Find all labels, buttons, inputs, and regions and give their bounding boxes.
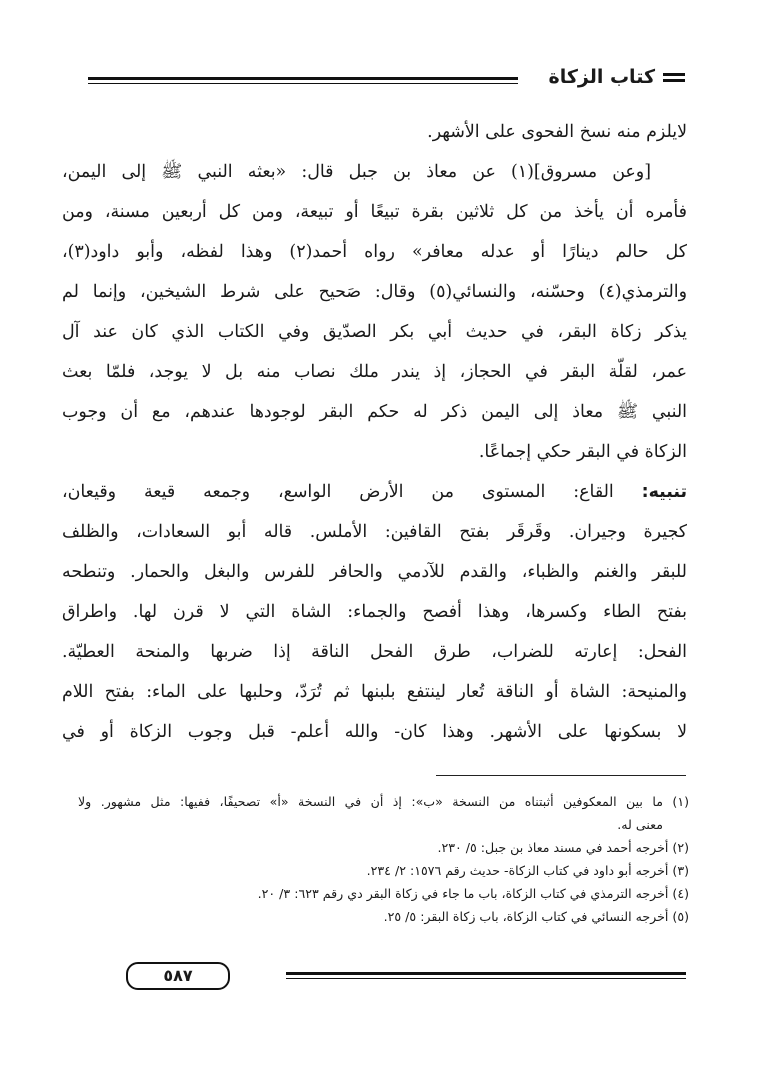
text-line: لا بسكونها على الأشهر. وهذا كان- والله أعلم- قبل وجوب الزكاة أو في bbox=[62, 722, 687, 742]
text-line: النبي ﷺ معاذ إلى اليمن ذكر له حكم البقر لوجودها عندهم، مع أن وجوب bbox=[62, 402, 687, 422]
footnote: (١) ما بين المعكوفين أثبتناه من النسخة «ب»: إذ أن في النسخة «أ» تصحيفًا، ففيها: مثل مشهور. ولا bbox=[78, 794, 689, 809]
text-line: كجيرة وجيران. وقَرقَر بفتح القافين: الأملس. قاله أبو السعادات، والظلف bbox=[62, 522, 687, 542]
page-footer bbox=[86, 962, 686, 992]
chapter-title: كتاب الزكاة bbox=[548, 66, 655, 88]
running-header bbox=[88, 64, 685, 92]
text-line: والمنيحة: الشاة أو الناقة تُعار لينتفع بلبنها ثم تُرَدّ، وحلبها على الماء: بفتح اللام bbox=[62, 682, 687, 702]
header-rule bbox=[88, 77, 518, 80]
text-line-content: القاع: المستوى من الأرض الواسع، وجمعه قيعة وقيعان، bbox=[62, 482, 614, 502]
text-line: [وعن مسروق](١) عن معاذ بن جبل قال: «بعثه النبي ﷺ إلى اليمن، bbox=[62, 162, 651, 182]
text-line: الزكاة في البقر حكي إجماعًا. bbox=[478, 442, 687, 462]
text-line: للبقر والغنم والظباء، والقدم للآدمي والحافر للفرس والبغل والحمار. وتنطحه bbox=[62, 562, 687, 582]
footnote: (٥) أخرجه النسائي في كتاب الزكاة، باب زكاة البقر: ٥/ ٢٥. bbox=[383, 909, 689, 924]
footnotes bbox=[78, 790, 689, 928]
footnote: (٣) أخرجه أبو داود في كتاب الزكاة- حديث رقم ١٥٧٦: ٢/ ٢٣٤. bbox=[366, 863, 689, 878]
text-line: فأمره أن يأخذ من كل ثلاثين بقرة تبيعًا أو تبيعة، ومن كل أربعين مسنة، ومن bbox=[62, 202, 687, 222]
text-line: لايلزم منه نسخ الفحوى على الأشهر. bbox=[427, 122, 687, 142]
footnote: (٤) أخرجه الترمذي في كتاب الزكاة، باب ما جاء في زكاة البقر دي رقم ٦٢٣: ٣/ ٢٠. bbox=[257, 886, 689, 901]
text-line: الفحل: إعارته للضراب، طرق الفحل الناقة إذا ضربها والمنحة العطيّة. bbox=[62, 642, 687, 662]
text-line bbox=[62, 472, 687, 512]
footer-rule bbox=[286, 972, 686, 975]
tanbih-label: تنبيه: bbox=[641, 482, 687, 502]
footnote: (٢) أخرجه أحمد في مسند معاذ بن جبل: ٥/ ٢٣٠. bbox=[437, 840, 689, 855]
text-line: بفتح الطاء وكسرها، وهذا أفصح والجماء: الشاة التي لا قرن لها. واطراق bbox=[62, 602, 687, 622]
footnote-continuation: معنى له. bbox=[617, 817, 663, 832]
main-text bbox=[62, 112, 687, 752]
text-line: عمر، لقلّة البقر في الحجاز، إذ يندر ملك نصاب منه بل لا يوجد، فلمّا بعث bbox=[62, 362, 687, 382]
text-line: يذكر زكاة البقر، في حديث أبي بكر الصدّيق وفي الكتاب الذي كان عند آل bbox=[62, 322, 687, 342]
header-ornament bbox=[663, 73, 685, 82]
text-line: والترمذي(٤) وحسّنه، والنسائي(٥) وقال: صَحيح على شرط الشيخين، وإنما لم bbox=[62, 282, 687, 302]
page-number: ٥٨٧ bbox=[126, 962, 230, 990]
text-line: كل حالم دينارًا أو عدله معافر» رواه أحمد(٢) وهذا لفظه، وأبو داود(٣)، bbox=[62, 242, 687, 262]
footnote-separator bbox=[436, 775, 686, 776]
